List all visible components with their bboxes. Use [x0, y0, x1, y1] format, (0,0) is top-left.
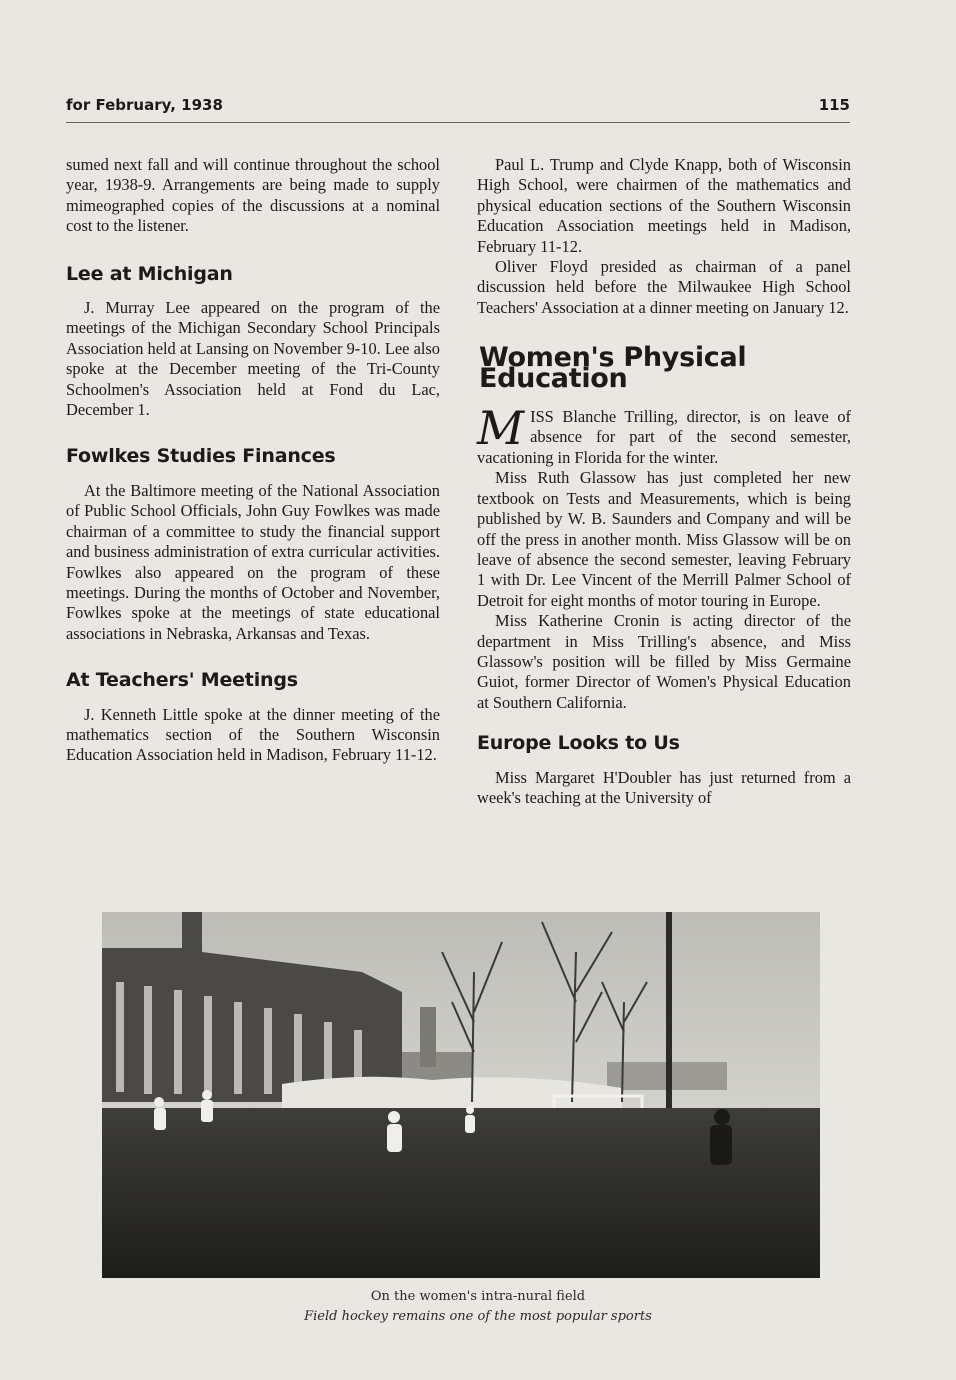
- paragraph-trilling: [477, 401, 851, 468]
- paragraph-fowlkes: At the Baltimore meeting of the National Association of Public School Officials, John Guy Fowlkes was made chairman of a committee to study the financial support and business administration of extra curricular activities. Fowlkes also appeared on the program of these meetings. During the months of October and November, Fowlkes spoke at the meetings of state educational associations in Nebraska, Arkansas and Texas.: [66, 480, 440, 643]
- field-hockey-photo: [102, 912, 820, 1278]
- photo-subcaption: Field hockey remains one of the most popular sports: [304, 1309, 652, 1324]
- drop-cap: M: [477, 401, 525, 456]
- heading-womens-physical-education: Women's Physical Education: [479, 342, 747, 394]
- right-column: [477, 155, 851, 808]
- heading-at-teachers-meetings: At Teachers' Meetings: [66, 669, 298, 692]
- issue-date: for February, 1938: [66, 96, 223, 114]
- paragraph-teachers: J. Kenneth Little spoke at the dinner meeting of the mathematics section of the Southern Wisconsin Education Association held in Madison, February 11-12.: [66, 704, 440, 765]
- paragraph-lee: J. Murray Lee appeared on the program of the meetings of the Michigan Secondary School Principals Association held at Lansing on November 9-10. Lee also spoke at the December meeting of the Tri-County Schoolmen's Association held at Fond du Lac, December 1.: [66, 298, 440, 420]
- paragraph-trump-knapp: Paul L. Trump and Clyde Knapp, both of Wisconsin High School, were chairmen of the mathematics and physical education sections of the Southern Wisconsin Education Association meetings held in Madison, February 11-12.: [477, 155, 851, 256]
- heading-europe-looks-to-us: Europe Looks to Us: [477, 732, 680, 755]
- heading-fowlkes-studies-finances: Fowlkes Studies Finances: [66, 445, 336, 468]
- photo-caption: On the women's intra-nural field: [370, 1289, 586, 1304]
- running-head: [66, 96, 850, 123]
- paragraph-floyd: Oliver Floyd presided as chairman of a panel discussion held before the Milwaukee High School Teachers' Association at a dinner meeting on January 12.: [477, 257, 851, 317]
- paragraph-glassow: Miss Ruth Glassow has just completed her new textbook on Tests and Measurements, which is being published by W. B. Saunders and Company and will be off the press in another month. Miss Glassow will be on leave of absence the second semester, leaving February 1 with Dr. Lee Vincent of the Merrill Palmer School of Detroit for eight months of motor touring in Europe.: [477, 468, 851, 610]
- continued-paragraph: sumed next fall and will continue throughout the school year, 1938-9. Arrangements are being made to supply mimeographed copies of the discussions at a nominal cost to the listener.: [66, 155, 440, 236]
- paragraph-cronin: Miss Katherine Cronin is acting director of the department in Miss Trilling's absence, and Miss Glassow's position will be filled by Miss Germaine Guiot, former Director of Women's Physical Education at Southern California.: [477, 611, 851, 712]
- paragraph-hdoubler: Miss Margaret H'Doubler has just returned from a week's teaching at the University of: [477, 767, 851, 807]
- page-number: 115: [818, 96, 850, 114]
- photo-illustration: [102, 912, 820, 1278]
- heading-lee-at-michigan: Lee at Michigan: [66, 262, 233, 285]
- paragraph-trilling-text: ISS Blanche Trilling, director, is on leave of absence for part of the second semester, vacationing in Florida for the winter.: [477, 407, 851, 467]
- left-column: [66, 155, 440, 766]
